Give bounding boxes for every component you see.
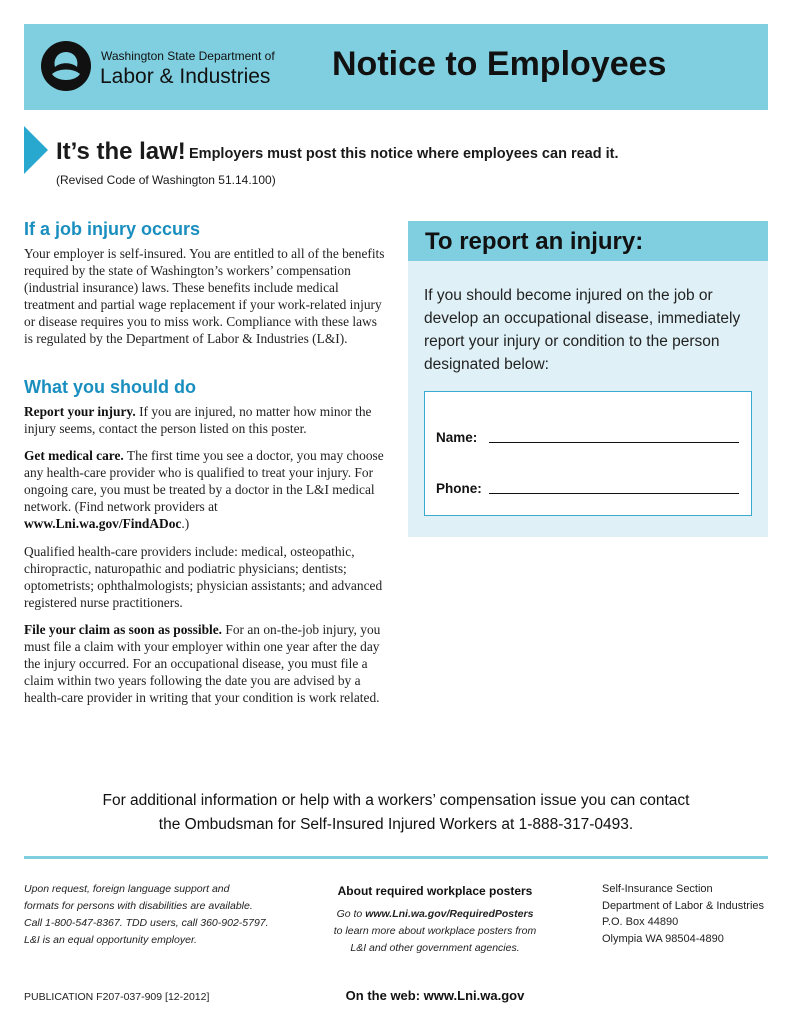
- accessibility-line: Upon request, foreign language support and: [24, 883, 230, 895]
- accessibility-line: formats for persons with disabilities are available.: [24, 900, 253, 912]
- report-title: To report an injury:: [425, 228, 644, 255]
- report-instructions: If you should become injured on the job or develop an occupational disease, immediately report your injury or condition to the person designated below:: [424, 287, 741, 373]
- file-claim-lead: File your claim as soon as possible.: [24, 622, 223, 637]
- report-injury-lead: Report your injury.: [24, 404, 136, 419]
- name-label: Name:: [436, 430, 478, 445]
- law-title: It’s the law!: [56, 138, 186, 165]
- contact-line-2: the Ombudsman for Self-Insured Injured Workers at 1-888-317-0493.: [158, 816, 634, 833]
- contact-line-1: For additional information or help with a workers’ compensation issue you can contact: [102, 792, 690, 809]
- file-claim-paragraph: [24, 621, 386, 706]
- lni-logo-icon: [40, 40, 92, 92]
- address-line: P.O. Box 44890: [602, 916, 679, 928]
- address-line: Olympia WA 98504-4890: [602, 932, 724, 945]
- page-title: Notice to Employees: [332, 45, 667, 83]
- section-heading-job-injury: If a job injury occurs: [24, 219, 201, 239]
- arrow-icon: [24, 126, 48, 174]
- publication-number: PUBLICATION F207-037-909 [12-2012]: [24, 991, 210, 1003]
- posters-info: [310, 906, 560, 957]
- accessibility-line: L&I is an equal opportunity employer.: [24, 934, 197, 946]
- agency-name-line2: Labor & Industries: [100, 65, 271, 88]
- law-code: (Revised Code of Washington 51.14.100): [56, 173, 276, 187]
- file-claim-text: For an on-the-job injury, you must file a claim with your employer within one year after the day the injury occurred. For an occupational disease, you must file a claim within two years following the date you are advised by a health-care provider in writing that your condition is work related.: [24, 622, 381, 705]
- accessibility-line: Call 1-800-547-8367. TDD users, call 360-902-5797.: [24, 917, 269, 929]
- medical-care-end: .): [181, 516, 190, 531]
- required-posters-link[interactable]: www.Lni.wa.gov/RequiredPosters: [365, 908, 534, 920]
- report-injury-text: If you are injured, no matter how minor the injury seems, contact the person listed on this poster.: [24, 404, 372, 436]
- posters-line: [310, 906, 560, 923]
- medical-care-text: The first time you see a doctor, you may choose any health-care provider who is qualified to treat your injury. For ongoing care, you must be treated by a doctor in the L&I medical network. (Find network providers at: [24, 448, 384, 514]
- address-line: Department of Labor & Industries: [602, 899, 765, 912]
- medical-care-paragraph: [24, 447, 386, 532]
- phone-field[interactable]: [489, 478, 739, 494]
- contact-entry-box: [424, 391, 752, 516]
- posters-prefix: Go to: [336, 908, 366, 920]
- mailing-address: [602, 881, 772, 947]
- law-subtitle: Employers must post this notice where employees can read it.: [189, 146, 619, 162]
- agency-name-line1: Washington State Department of: [101, 49, 275, 63]
- posters-line: L&I and other government agencies.: [350, 942, 520, 954]
- phone-label: Phone:: [436, 481, 482, 496]
- find-a-doc-link[interactable]: www.Lni.wa.gov/FindADoc: [24, 516, 182, 531]
- accessibility-notice: [24, 881, 284, 949]
- medical-care-lead: Get medical care.: [24, 448, 124, 463]
- footer-divider: [24, 856, 768, 859]
- name-field[interactable]: [489, 427, 739, 443]
- address-line: Self-Insurance Section: [602, 883, 713, 895]
- posters-line: to learn more about workplace posters from: [333, 925, 537, 937]
- job-injury-text: Your employer is self-insured. You are entitled to all of the benefits required by the state of Washington’s workers’ compensation (industrial insurance) laws. These benefits include medical treatment and partial wage replacement if your work-related injury or disease requires you to miss work. Compliance with these laws is regulated by the Department of Labor & Industries (L&I).: [24, 246, 385, 346]
- providers-paragraph: Qualified health-care providers include: medical, osteopathic, chiropractic, naturopathic and podiatric physicians; dentists; optometrists; ophthalmologists; physician assistants; and advanced registered nurse practitioners.: [24, 544, 383, 610]
- posters-heading: About required workplace posters: [337, 884, 533, 898]
- section-heading-what-to-do: What you should do: [24, 377, 196, 397]
- report-injury-paragraph: [24, 403, 386, 437]
- website-link[interactable]: On the web: www.Lni.wa.gov: [345, 988, 525, 1003]
